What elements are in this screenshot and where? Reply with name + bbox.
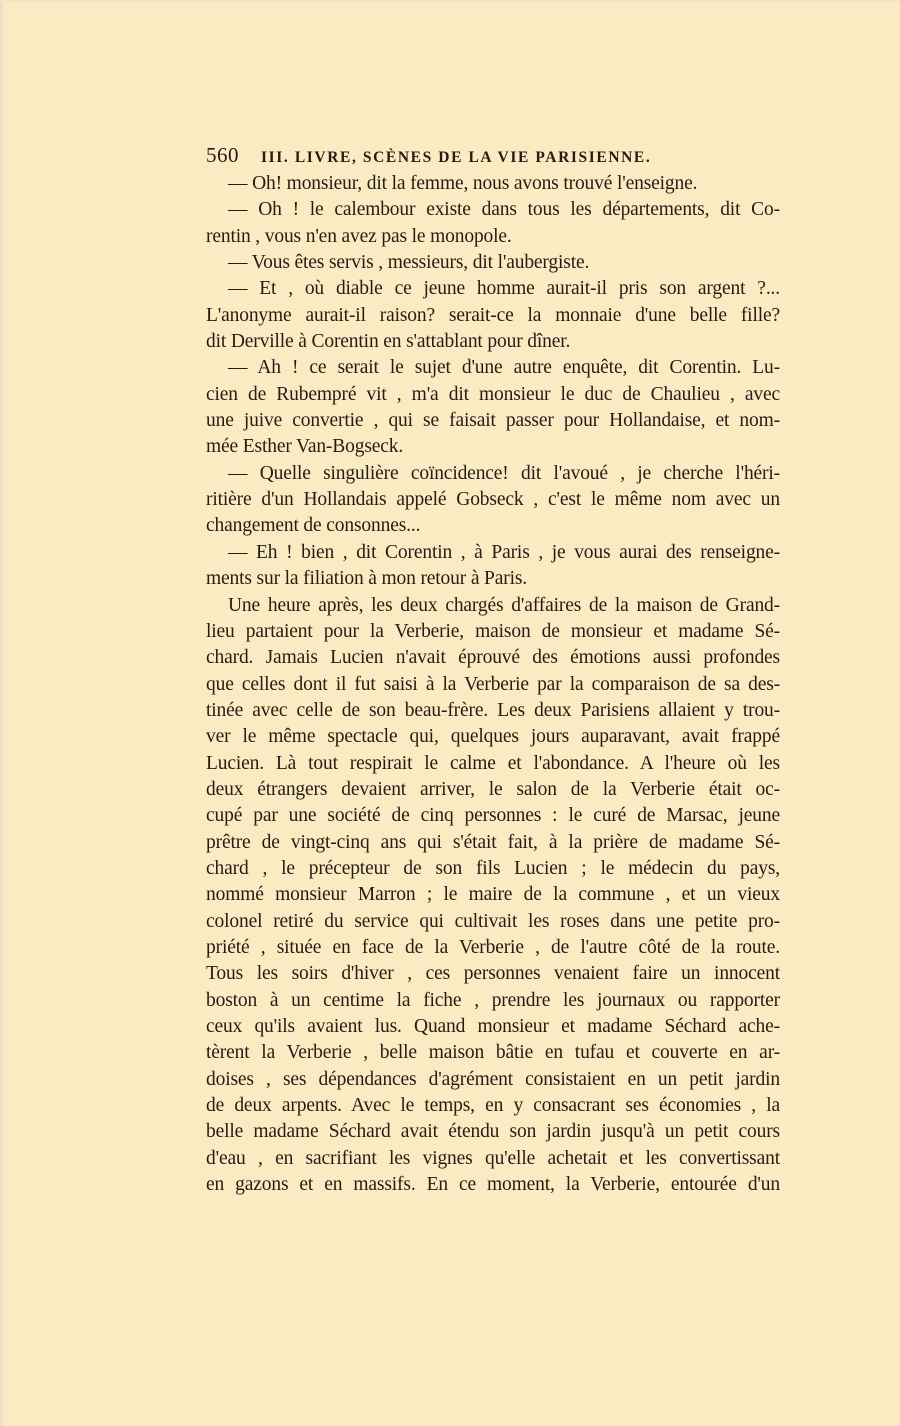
page-edge	[0, 0, 3, 1426]
text-line: — Eh ! bien , dit Corentin , à Paris , je vous aurai des renseigne-	[228, 541, 780, 563]
text-line: ments sur la filiation à mon retour à Paris.	[206, 568, 528, 590]
text-line: cupé par une société de cinq personnes : le curé de Marsac, jeune	[206, 805, 780, 827]
text-line: — Vous êtes servis , messieurs, dit l'aubergiste.	[228, 252, 590, 274]
text-line: chard. Jamais Lucien n'avait éprouvé des émotions aussi profondes	[206, 647, 780, 669]
text-line: dit Derville à Corentin en s'attablant pour dîner.	[206, 331, 571, 353]
text-line: que celles dont il fut saisi à la Verberie par la comparaison de sa des-	[206, 673, 780, 695]
text-line: rentin , vous n'en avez pas le monopole.	[206, 225, 512, 247]
text-line: en gazons et en massifs. En ce moment, la Verberie, entourée d'un	[206, 1174, 780, 1196]
text-line: de deux arpents. Avec le temps, en y consacrant ses économies , la	[206, 1095, 780, 1117]
running-title: III. LIVRE, SCÈNES DE LA VIE PARISIENNE.	[261, 149, 652, 166]
text-line: cien de Rubempré vit , m'a dit monsieur le duc de Chaulieu , avec	[206, 383, 780, 405]
text-line: prêtre de vingt-cinq ans qui s'était fait, à la prière de madame Sé-	[206, 831, 780, 853]
text-line: — Oh ! le calembour existe dans tous les départements, dit Co-	[228, 199, 780, 221]
text-line: Une heure après, les deux chargés d'affaires de la maison de Grand-	[228, 594, 780, 616]
text-line: ritière d'un Hollandais appelé Gobseck , c'est le même nom avec un	[206, 489, 780, 511]
text-line: deux étrangers devaient arriver, le salon de la Verberie était oc-	[206, 778, 780, 800]
running-head	[206, 143, 780, 167]
text-line: — Ah ! ce serait le sujet d'une autre enquête, dit Corentin. Lu-	[228, 357, 780, 379]
text-line: tinée avec celle de son beau-frère. Les deux Parisiens allaient y trou-	[206, 699, 780, 721]
text-line: belle madame Séchard avait étendu son jardin jusqu'à un petit cours	[206, 1121, 780, 1143]
text-line: — Et , où diable ce jeune homme aurait-il pris son argent ?...	[228, 278, 780, 300]
text-line: priété , située en face de la Verberie , de l'autre côté de la route.	[206, 936, 780, 958]
text-line: — Oh! monsieur, dit la femme, nous avons trouvé l'enseigne.	[228, 173, 698, 194]
text-line: chard , le précepteur de son fils Lucien ; le médecin du pays,	[206, 857, 780, 879]
page-edge-top	[0, 0, 900, 2]
text-line: boston à un centime la fiche , prendre les journaux ou rapporter	[206, 989, 780, 1011]
page-number: 560	[206, 143, 239, 167]
body-text	[206, 171, 780, 1198]
text-line: ceux qu'ils avaient lus. Quand monsieur et madame Séchard ache-	[206, 1016, 780, 1037]
text-line: Tous les soirs d'hiver , ces personnes venaient faire un innocent	[206, 963, 780, 985]
text-line: Lucien. Là tout respirait le calme et l'abondance. A l'heure où les	[206, 752, 780, 774]
text-line: ver le même spectacle qui, quelques jours auparavant, avait frappé	[206, 726, 780, 748]
text-line: L'anonyme aurait-il raison? serait-ce la monnaie d'une belle fille?	[206, 304, 780, 326]
text-line: une juive convertie , qui se faisait passer pour Hollandaise, et nom-	[206, 410, 780, 432]
text-line: nommé monsieur Marron ; le maire de la commune , et un vieux	[206, 884, 780, 906]
text-line: — Quelle singulière coïncidence! dit l'avoué , je cherche l'héri-	[228, 462, 780, 484]
text-line: d'eau , en sacrifiant les vignes qu'elle achetait et les convertissant	[206, 1147, 780, 1169]
text-line: lieu partaient pour la Verberie, maison de monsieur et madame Sé-	[206, 620, 780, 642]
text-line: doises , ses dépendances d'agrément consistaient en un petit jardin	[206, 1068, 780, 1090]
text-line: tèrent la Verberie , belle maison bâtie en tufau et couverte en ar-	[206, 1042, 780, 1064]
text-line: mée Esther Van-Bogseck.	[206, 436, 404, 458]
text-line: colonel retiré du service qui cultivait les roses dans une petite pro-	[206, 910, 780, 932]
text-line: changement de consonnes...	[206, 515, 421, 537]
